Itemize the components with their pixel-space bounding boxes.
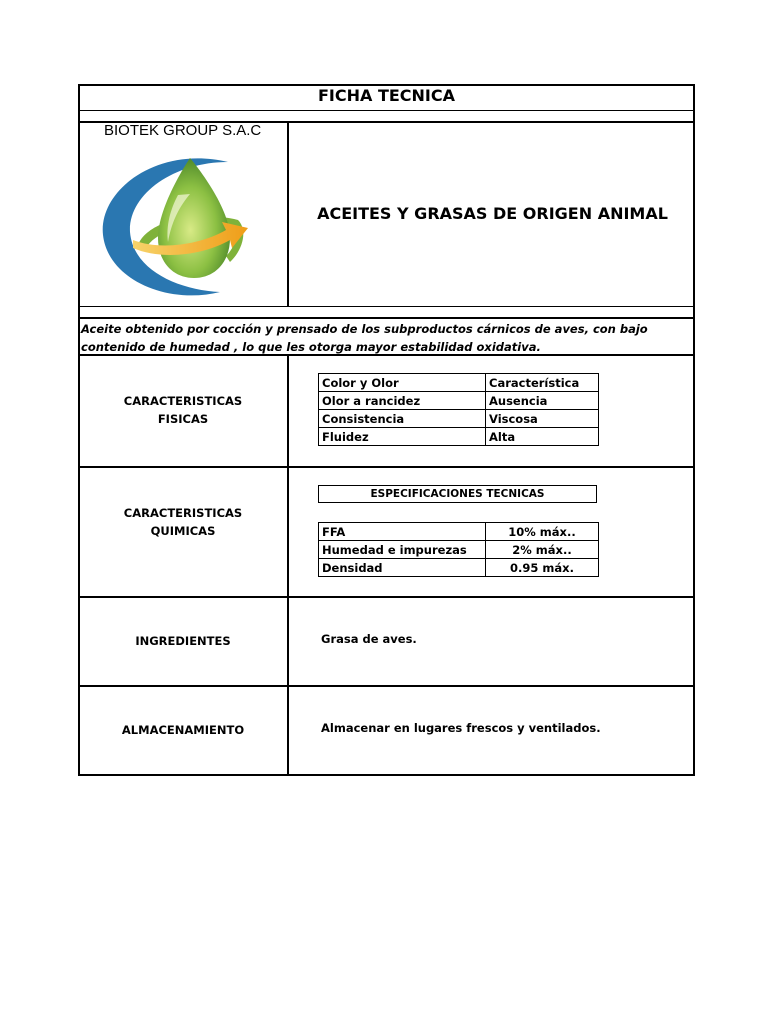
product-description: Aceite obtenido por cocción y prensado de los subproductos cárnicos de aves, con bajo contenido de humedad , lo que les otorga mayor estabilidad oxidativa. bbox=[81, 322, 648, 354]
quimicas-table bbox=[318, 522, 599, 577]
value-cell: Ausencia bbox=[486, 392, 599, 410]
fisicas-label bbox=[78, 392, 288, 428]
fisicas-bottom-divider bbox=[78, 466, 695, 468]
border-left bbox=[78, 84, 80, 776]
table-row bbox=[319, 541, 599, 559]
value-cell: Viscosa bbox=[486, 410, 599, 428]
quimicas-label-line1: CARACTERISTICAS bbox=[123, 506, 243, 520]
quimicas-label-line2: QUIMICAS bbox=[150, 524, 216, 538]
param-cell: Fluidez bbox=[319, 428, 486, 446]
product-name: ACEITES Y GRASAS DE ORIGEN ANIMAL bbox=[317, 204, 668, 223]
ingredientes-bottom-divider bbox=[78, 685, 695, 687]
value-cell: 0.95 máx. bbox=[486, 559, 599, 577]
fisicas-label-line2: FISICAS bbox=[157, 412, 209, 426]
ingredientes-label: INGREDIENTES bbox=[135, 634, 231, 648]
technical-sheet bbox=[78, 84, 695, 776]
company-logo bbox=[98, 150, 253, 300]
table-row bbox=[319, 428, 599, 446]
param-cell: Densidad bbox=[319, 559, 486, 577]
quimicas-label bbox=[78, 504, 288, 540]
border-right bbox=[693, 84, 695, 776]
ingredientes-value: Grasa de aves. bbox=[321, 632, 417, 646]
table-row bbox=[319, 410, 599, 428]
value-cell: Característica bbox=[486, 374, 599, 392]
fisicas-label-line1: CARACTERISTICAS bbox=[123, 394, 243, 408]
title-divider bbox=[78, 110, 695, 111]
table-row bbox=[319, 392, 599, 410]
table-row bbox=[319, 523, 599, 541]
table-row bbox=[319, 559, 599, 577]
logo-bottom-divider bbox=[78, 306, 695, 307]
table-row bbox=[319, 374, 599, 392]
border-bottom bbox=[78, 774, 695, 776]
page-title: FICHA TECNICA bbox=[317, 86, 456, 105]
desc-top-divider bbox=[78, 317, 695, 319]
param-cell: Consistencia bbox=[319, 410, 486, 428]
spec-header: ESPECIFICACIONES TECNICAS bbox=[318, 485, 597, 503]
value-cell: 10% máx.. bbox=[486, 523, 599, 541]
param-cell: Olor a rancidez bbox=[319, 392, 486, 410]
almacenamiento-value: Almacenar en lugares frescos y ventilados. bbox=[321, 721, 601, 735]
quimicas-bottom-divider bbox=[78, 596, 695, 598]
header-column-divider bbox=[287, 121, 289, 307]
param-cell: Humedad e impurezas bbox=[319, 541, 486, 559]
company-name: BIOTEK GROUP S.A.C bbox=[104, 122, 262, 139]
value-cell: Alta bbox=[486, 428, 599, 446]
value-cell: 2% máx.. bbox=[486, 541, 599, 559]
param-cell: FFA bbox=[319, 523, 486, 541]
fisicas-table bbox=[318, 373, 599, 446]
param-cell: Color y Olor bbox=[319, 374, 486, 392]
drop-logo-icon bbox=[98, 150, 253, 300]
almacenamiento-label: ALMACENAMIENTO bbox=[121, 723, 245, 737]
